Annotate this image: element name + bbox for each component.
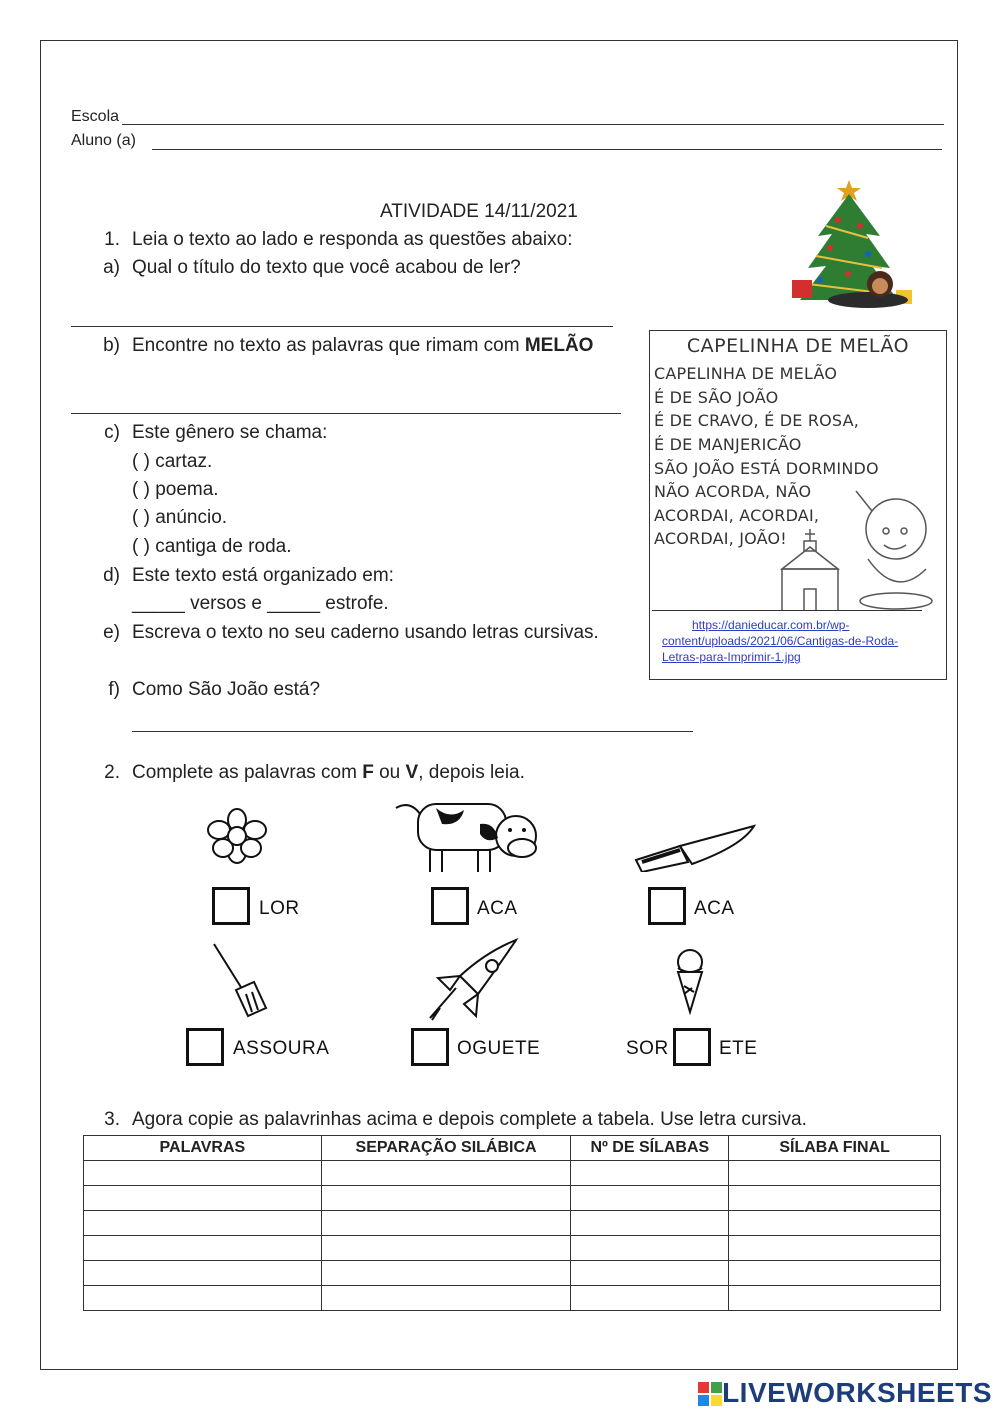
table-cell[interactable]	[84, 1211, 322, 1236]
table-cell[interactable]	[84, 1186, 322, 1211]
q1d-text: Este texto está organizado em:	[132, 565, 394, 586]
q1c-option[interactable]: ( ) poema.	[132, 479, 219, 500]
table-cell[interactable]	[84, 1286, 322, 1311]
q1d-letter: d)	[103, 565, 120, 586]
source-link[interactable]: Letras-para-Imprimir-1.jpg	[662, 650, 801, 664]
activity-title: ATIVIDADE 14/11/2021	[380, 201, 578, 222]
table-cell[interactable]	[84, 1236, 322, 1261]
ice-cream-icon	[670, 946, 710, 1018]
student-input-line[interactable]	[152, 149, 942, 150]
q1a-text: Qual o título do texto que você acabou de ler?	[132, 257, 521, 278]
column-header: SÍLABA FINAL	[729, 1136, 941, 1161]
q1a-answer-line[interactable]	[71, 326, 613, 327]
q1c-option[interactable]: ( ) cartaz.	[132, 451, 213, 472]
q1c-letter: c)	[104, 422, 120, 443]
letter-box-knife[interactable]	[648, 887, 686, 925]
poem-line: ACORDAI, ACORDAI,	[654, 506, 820, 525]
table-cell[interactable]	[729, 1261, 941, 1286]
q1b-letter: b)	[103, 335, 120, 356]
poem-line: NÃO ACORDA, NÃO	[654, 482, 812, 501]
q1c-option[interactable]: ( ) anúncio.	[132, 507, 228, 528]
poem-separator	[652, 610, 922, 611]
table-cell[interactable]	[571, 1161, 729, 1186]
word-suffix-icecream: ETE	[719, 1038, 758, 1059]
word-suffix-knife: ACA	[694, 898, 735, 919]
table-cell[interactable]	[729, 1236, 941, 1261]
q1b-answer-line[interactable]	[71, 413, 621, 414]
table-row	[84, 1186, 941, 1211]
source-link[interactable]: https://danieducar.com.br/wp-	[692, 618, 850, 632]
word-prefix-icecream: SOR	[626, 1038, 669, 1059]
poem-line: É DE MANJERICÃO	[654, 435, 802, 454]
christmas-tree-illustration	[778, 176, 920, 312]
word-suffix-broom: ASSOURA	[233, 1038, 330, 1059]
table-cell[interactable]	[571, 1236, 729, 1261]
letter-box-cow[interactable]	[431, 887, 469, 925]
liveworksheets-brand[interactable]: LIVEWORKSHEETS	[722, 1377, 992, 1408]
word-suffix-flower: LOR	[259, 898, 300, 919]
table-cell[interactable]	[321, 1236, 571, 1261]
letter-box-broom[interactable]	[186, 1028, 224, 1066]
column-header: Nº DE SÍLABAS	[571, 1136, 729, 1161]
flower-icon	[205, 808, 269, 864]
rocket-icon	[420, 936, 520, 1026]
poem-line: CAPELINHA DE MELÃO	[654, 364, 838, 383]
school-input-line[interactable]	[122, 124, 944, 125]
word-suffix-rocket: OGUETE	[457, 1038, 541, 1059]
student-label: Aluno (a)	[71, 132, 136, 149]
q1b-bold-word: MELÃO	[524, 335, 594, 356]
poem-box	[649, 330, 947, 680]
q1c-option[interactable]: ( ) cantiga de roda.	[132, 536, 292, 557]
table-cell[interactable]	[571, 1186, 729, 1211]
knife-icon	[632, 822, 758, 872]
poem-title: CAPELINHA DE MELÃO	[686, 335, 910, 357]
q3-text: Agora copie as palavrinhas acima e depois complete a tabela. Use letra cursiva.	[132, 1109, 807, 1130]
q1b-text: Encontre no texto as palavras que rimam com MELÃO	[132, 335, 594, 356]
poem-line: É DE SÃO JOÃO	[654, 388, 779, 407]
table-cell[interactable]	[729, 1286, 941, 1311]
table-row	[84, 1236, 941, 1261]
poem-line: SÃO JOÃO ESTÁ DORMINDO	[654, 459, 879, 478]
q2-text: Complete as palavras com F ou V, depois leia.	[132, 762, 525, 783]
q1a-letter: a)	[103, 257, 120, 278]
letter-box-icecream[interactable]	[673, 1028, 711, 1066]
q1d-fill[interactable]: _____ versos e _____ estrofe.	[132, 593, 389, 614]
table-cell[interactable]	[321, 1211, 571, 1236]
q1-number: 1.	[104, 229, 120, 250]
source-link[interactable]: content/uploads/2021/06/Cantigas-de-Roda-	[662, 634, 899, 648]
q1e-letter: e)	[103, 622, 120, 643]
letter-box-rocket[interactable]	[411, 1028, 449, 1066]
cow-icon	[390, 794, 540, 876]
table-cell[interactable]	[84, 1261, 322, 1286]
table-cell[interactable]	[321, 1161, 571, 1186]
column-header: SEPARAÇÃO SILÁBICA	[321, 1136, 571, 1161]
table-cell[interactable]	[84, 1161, 322, 1186]
table-cell[interactable]	[571, 1261, 729, 1286]
table-cell[interactable]	[729, 1211, 941, 1236]
table-row	[84, 1211, 941, 1236]
q2-number: 2.	[104, 762, 120, 783]
q1-text: Leia o texto ao lado e responda as questões abaixo:	[132, 229, 573, 250]
table-row	[84, 1261, 941, 1286]
liveworksheets-logo-icon	[698, 1382, 722, 1406]
q3-number: 3.	[104, 1109, 120, 1130]
table-cell[interactable]	[571, 1211, 729, 1236]
table-cell[interactable]	[321, 1286, 571, 1311]
q1f-answer-line[interactable]	[132, 731, 693, 732]
word-suffix-cow: ACA	[477, 898, 518, 919]
column-header: PALAVRAS	[84, 1136, 322, 1161]
boy-and-chapel-illustration	[776, 489, 946, 611]
table-cell[interactable]	[729, 1161, 941, 1186]
school-label: Escola	[71, 108, 120, 125]
q1c-text: Este gênero se chama:	[132, 422, 328, 443]
q1e-text: Escreva o texto no seu caderno usando letras cursivas.	[132, 622, 599, 643]
table-row	[84, 1161, 941, 1186]
table-cell[interactable]	[729, 1186, 941, 1211]
table-cell[interactable]	[321, 1261, 571, 1286]
table-header-row	[84, 1136, 941, 1161]
table-row	[84, 1286, 941, 1311]
table-cell[interactable]	[321, 1186, 571, 1211]
q1f-text: Como São João está?	[132, 679, 321, 700]
syllable-table	[83, 1135, 941, 1311]
broom-icon	[208, 940, 270, 1018]
q1f-letter: f)	[108, 679, 120, 700]
table-cell[interactable]	[571, 1286, 729, 1311]
poem-line: É DE CRAVO, É DE ROSA,	[654, 411, 860, 430]
letter-box-flower[interactable]	[212, 887, 250, 925]
poem-line: ACORDAI, JOÃO!	[654, 529, 787, 548]
